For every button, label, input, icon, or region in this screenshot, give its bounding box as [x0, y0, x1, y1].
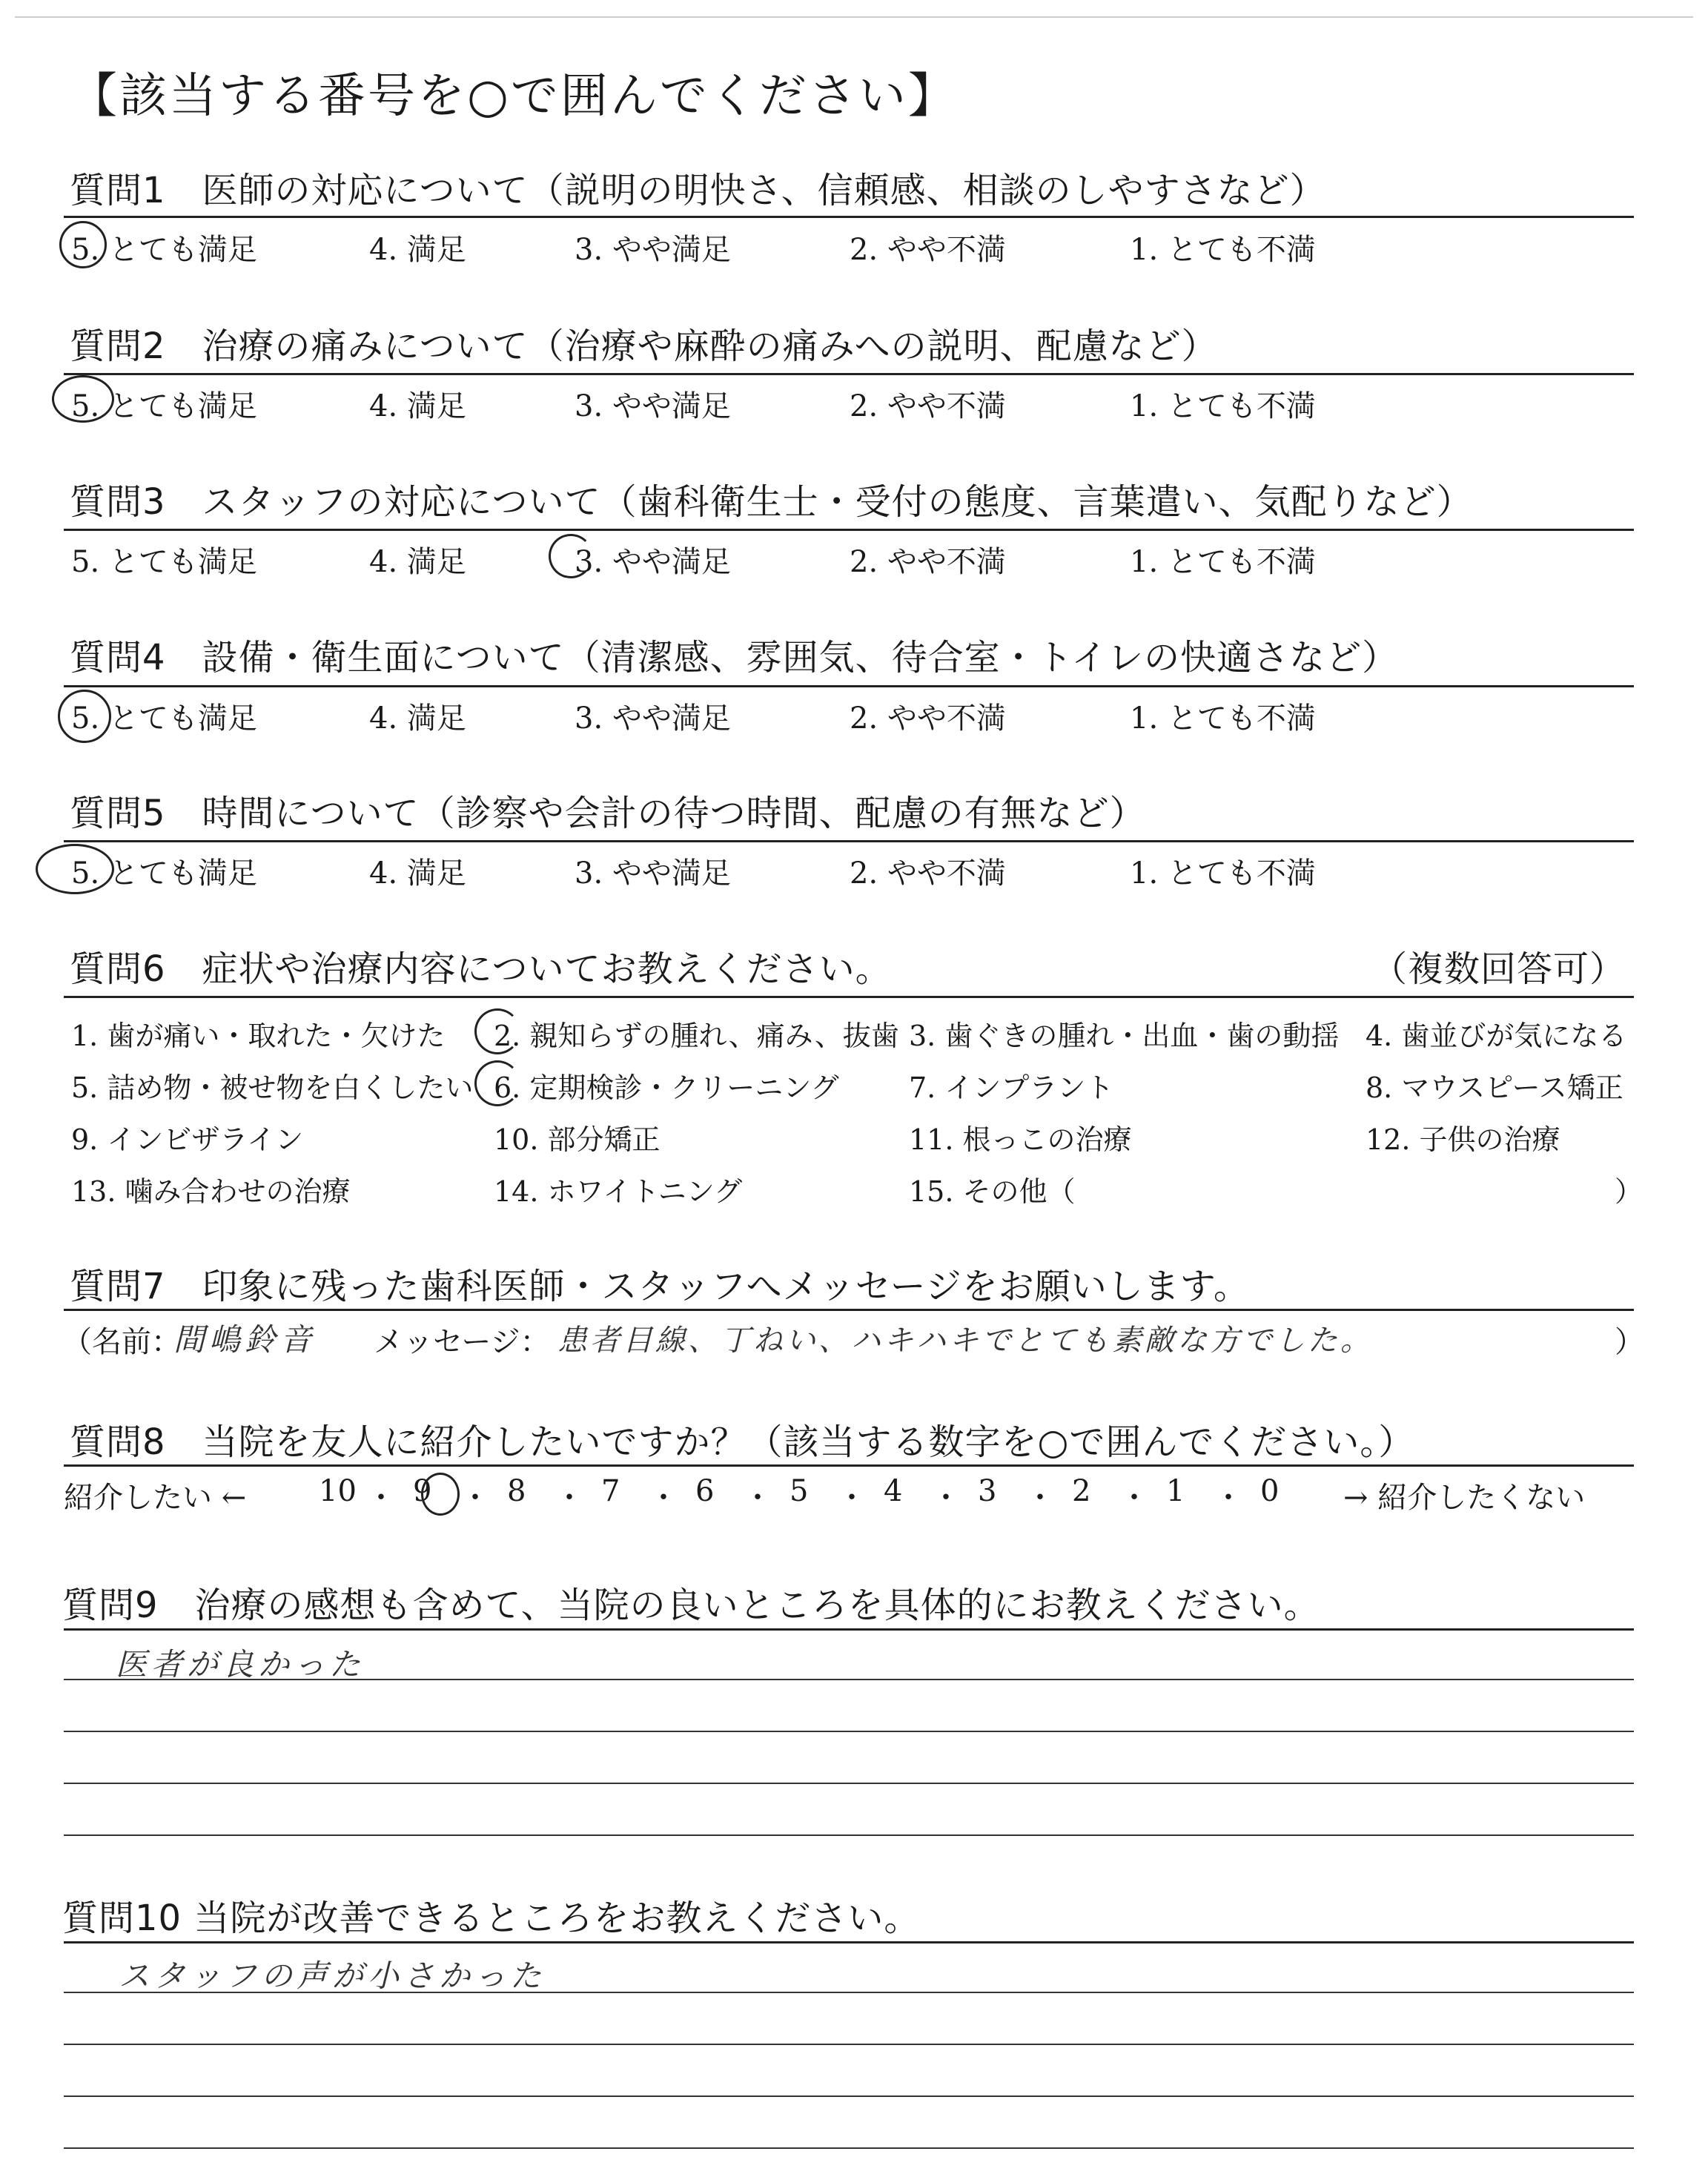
q6-selection-circle-2 [474, 1008, 520, 1054]
q1-option-4[interactable]: 4. 満足 [369, 233, 466, 267]
q8-scale-value[interactable]: 6 [695, 1474, 715, 1508]
q9-answer-line-4 [64, 1834, 1634, 1836]
q6-other-close-paren: ） [1615, 1175, 1644, 1208]
q8-scale-separator: ・ [837, 1481, 867, 1515]
q8-scale-value[interactable]: 0 [1260, 1474, 1280, 1508]
q8-scale-separator: ・ [649, 1481, 678, 1515]
q8-rule [64, 1464, 1634, 1467]
q10-answer-line-3 [64, 2095, 1634, 2097]
q9-answer-line-1 [64, 1679, 1634, 1680]
q6-option-5[interactable]: 5. 詰め物・被せ物を白くしたい [71, 1071, 474, 1104]
q3-option-5[interactable]: 5. とても満足 [71, 545, 257, 579]
q6-option-3[interactable]: 3. 歯ぐきの腫れ・出血・歯の動揺 [909, 1020, 1340, 1052]
q5-option-4[interactable]: 4. 満足 [369, 856, 466, 891]
q8-selection-circle [421, 1473, 460, 1516]
q7-close-paren: ） [1615, 1325, 1644, 1359]
q7-message-label: メッセージ： [374, 1325, 550, 1359]
q8-scale-value[interactable]: 3 [978, 1474, 997, 1508]
q7-rule [64, 1309, 1634, 1311]
q2-option-1[interactable]: 1. とても不満 [1130, 389, 1316, 423]
q4-option-3[interactable]: 3. やや満足 [575, 701, 731, 736]
page-title: 【該当する番号を○で囲んでください】 [70, 69, 958, 124]
q6-option-9[interactable]: 9. インビザライン [71, 1123, 304, 1156]
q8-label: 質問8 当院を友人に紹介したいですか？（該当する数字を○で囲んでください。） [70, 1421, 1415, 1463]
page-top-edge [15, 16, 1693, 18]
q6-multi-note: （複数回答可） [1371, 948, 1626, 990]
q2-label: 質問2 治療の痛みについて（治療や麻酔の痛みへの説明、配慮など） [70, 326, 1218, 367]
q7-name-label: （名前： [62, 1325, 181, 1359]
q4-label: 質問4 設備・衛生面について（清潔感、雰囲気、待合室・トイレの快適さなど） [70, 637, 1399, 678]
q1-option-3[interactable]: 3. やや満足 [575, 233, 731, 267]
q7-message-handwritten[interactable]: 患者目線、丁ねい、ハキハキでとても素敵な方でした。 [557, 1324, 1373, 1358]
q6-selection-circle-6 [474, 1060, 520, 1106]
q8-scale-value[interactable]: 9 [413, 1474, 432, 1508]
q3-option-1[interactable]: 1. とても不満 [1130, 545, 1316, 579]
q8-scale-separator: ・ [1025, 1481, 1055, 1515]
q6-option-15[interactable]: 15. その他（ [909, 1175, 1076, 1208]
q9-answer-line-2 [64, 1731, 1634, 1732]
q4-option-1[interactable]: 1. とても不満 [1130, 701, 1316, 736]
q3-option-4[interactable]: 4. 満足 [369, 545, 466, 579]
q4-selection-circle [58, 690, 111, 743]
q2-option-5[interactable]: 5. とても満足 [71, 389, 257, 423]
q8-scale-separator: ・ [1119, 1481, 1149, 1515]
q6-option-6[interactable]: 6. 定期検診・クリーニング [494, 1071, 839, 1104]
q6-option-7[interactable]: 7. インプラント [909, 1071, 1114, 1104]
q4-rule [64, 685, 1634, 687]
q10-rule [64, 1941, 1634, 1943]
q8-scale-value[interactable]: 8 [507, 1474, 526, 1508]
q8-left-label: 紹介したい ← [64, 1481, 247, 1515]
q8-right-label: → 紹介したくない [1343, 1481, 1586, 1515]
q8-scale-value[interactable]: 7 [601, 1474, 620, 1508]
q3-selection-circle [549, 534, 593, 578]
q5-option-3[interactable]: 3. やや満足 [575, 856, 731, 891]
q8-scale-value[interactable]: 1 [1166, 1474, 1185, 1508]
q8-scale-separator: ・ [743, 1481, 772, 1515]
q8-scale-value[interactable]: 10 [319, 1474, 357, 1508]
q9-label: 質問9 治療の感想も含めて、当院の良いところを具体的にお教えください。 [62, 1585, 1320, 1626]
q6-option-8[interactable]: 8. マウスピース矯正 [1366, 1071, 1623, 1104]
q5-rule [64, 840, 1634, 842]
q2-option-2[interactable]: 2. やや不満 [850, 389, 1006, 423]
q5-label: 質問5 時間について（診察や会計の待つ時間、配慮の有無など） [70, 793, 1146, 834]
q6-label: 質問6 症状や治療内容についてお教えください。 [70, 948, 892, 990]
q10-answer-line-1 [64, 1992, 1634, 1993]
q6-option-14[interactable]: 14. ホワイトニング [494, 1175, 743, 1208]
q6-option-2[interactable]: 2. 親知らずの腫れ、痛み、抜歯 [494, 1020, 899, 1052]
q9-answer-line-3 [64, 1783, 1634, 1784]
q8-scale-separator: ・ [1214, 1481, 1243, 1515]
q6-option-11[interactable]: 11. 根っこの治療 [909, 1123, 1132, 1156]
q3-label: 質問3 スタッフの対応について（歯科衛生士・受付の態度、言葉遣い、気配りなど） [70, 481, 1473, 523]
q8-scale-value[interactable]: 5 [790, 1474, 809, 1508]
q4-option-4[interactable]: 4. 満足 [369, 701, 466, 736]
q2-option-4[interactable]: 4. 満足 [369, 389, 466, 423]
q9-answer-handwritten[interactable]: 医者が良かった [116, 1646, 365, 1682]
q10-label: 質問10 当院が改善できるところをお教えください。 [62, 1898, 921, 1939]
q5-option-5[interactable]: 5. とても満足 [71, 856, 257, 891]
q8-scale-separator: ・ [460, 1481, 490, 1515]
q9-rule [64, 1628, 1634, 1631]
q8-scale-separator: ・ [366, 1481, 396, 1515]
q8-scale-separator: ・ [555, 1481, 584, 1515]
q1-label: 質問1 医師の対応について（説明の明快さ、信頼感、相談のしやすさなど） [70, 170, 1326, 211]
q2-rule [64, 373, 1634, 375]
q5-option-2[interactable]: 2. やや不満 [850, 856, 1006, 891]
q8-scale-separator: ・ [931, 1481, 961, 1515]
q6-option-4[interactable]: 4. 歯並びが気になる [1366, 1020, 1627, 1052]
q10-answer-line-2 [64, 2044, 1634, 2045]
q6-option-1[interactable]: 1. 歯が痛い・取れた・欠けた [71, 1020, 446, 1052]
q8-scale-value[interactable]: 4 [884, 1474, 903, 1508]
q1-option-1[interactable]: 1. とても不満 [1130, 233, 1316, 267]
q1-selection-circle [59, 221, 107, 268]
q1-rule [64, 216, 1634, 218]
q5-option-1[interactable]: 1. とても不満 [1130, 856, 1316, 891]
q2-selection-circle [52, 375, 114, 423]
q2-option-3[interactable]: 3. やや満足 [575, 389, 731, 423]
q6-option-12[interactable]: 12. 子供の治療 [1366, 1123, 1560, 1156]
q3-option-2[interactable]: 2. やや不満 [850, 545, 1006, 579]
q7-name-handwritten[interactable]: 間嶋鈴音 [173, 1321, 317, 1358]
q1-option-2[interactable]: 2. やや不満 [850, 233, 1006, 267]
q4-option-5[interactable]: 5. とても満足 [71, 701, 257, 736]
q10-answer-handwritten[interactable]: スタッフの声が小さかった [119, 1958, 546, 1994]
q3-rule [64, 529, 1634, 531]
q1-option-5[interactable]: 5. とても満足 [71, 233, 257, 267]
q7-label: 質問7 印象に残った歯科医師・スタッフへメッセージをお願いします。 [70, 1266, 1250, 1307]
q6-option-13[interactable]: 13. 噛み合わせの治療 [71, 1175, 351, 1208]
q10-answer-line-4 [64, 2147, 1634, 2149]
q5-selection-circle [36, 844, 114, 894]
q6-option-10[interactable]: 10. 部分矯正 [494, 1123, 661, 1156]
q8-scale-value[interactable]: 2 [1072, 1474, 1091, 1508]
q6-rule [64, 996, 1634, 998]
q3-option-3[interactable]: 3. やや満足 [575, 545, 731, 579]
q4-option-2[interactable]: 2. やや不満 [850, 701, 1006, 736]
